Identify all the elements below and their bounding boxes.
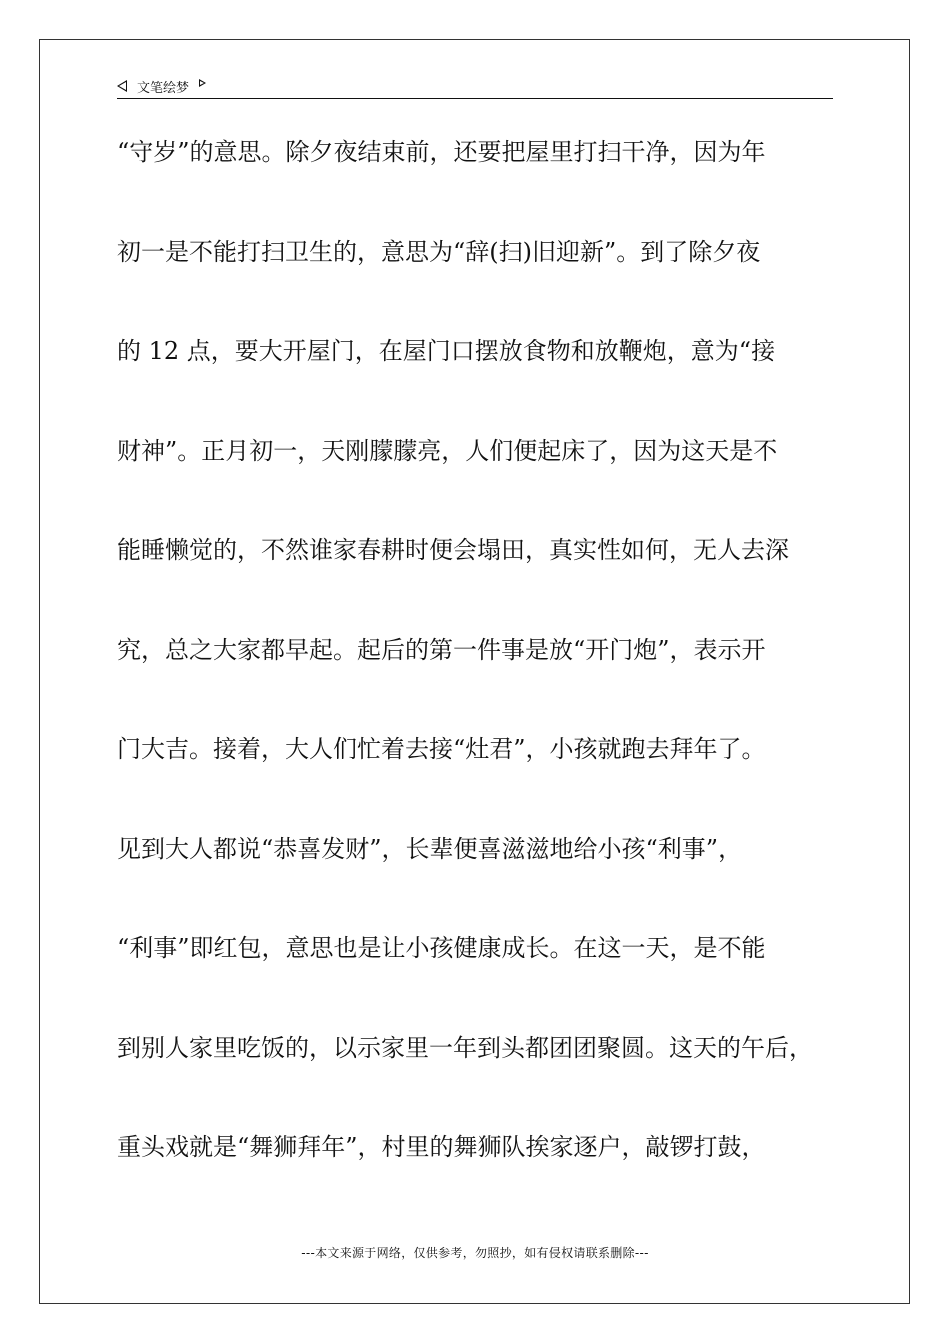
text-line: 初一是不能打扫卫生的，意思为“辞(扫)旧迎新”。到了除夕夜 [117, 237, 761, 266]
text-line: 见到大人都说“恭喜发财”，长辈便喜滋滋地给小孩“利事”， [117, 834, 743, 863]
triangle-right-icon [199, 79, 206, 87]
text-line: 到别人家里吃饭的，以示家里一年到头都团团聚圆。这天的午后， [117, 1033, 813, 1062]
text-line: “利事”即红包，意思也是让小孩健康成长。在这一天，是不能 [117, 934, 766, 962]
text-line: 能睡懒觉的，不然谁家春耕时便会塌田，真实性如何，无人去深 [117, 536, 789, 564]
page-footer: ---本文来源于网络，仅供参考，勿照抄，如有侵权请联系删除--- [301, 1246, 649, 1260]
text-line: 门大吉。接着，大人们忙着去接“灶君”，小孩就跑去拜年了。 [117, 735, 766, 763]
text-line: 财神”。正月初一，天刚朦朦亮，人们便起床了，因为这天是不 [117, 436, 778, 465]
triangle-left-icon [117, 80, 127, 92]
text-line: 究，总之大家都早起。起后的第一件事是放“开门炮”，表示开 [117, 635, 766, 664]
text-line: 重头戏就是“舞狮拜年”，村里的舞狮队挨家逐户，敲锣打鼓， [117, 1133, 766, 1161]
body-text [117, 122, 857, 1217]
text-line: “守岁”的意思。除夕夜结束前，还要把屋里打扫干净，因为年 [117, 138, 766, 166]
header-title: 文笔绘梦 [137, 80, 190, 96]
page-header [117, 74, 833, 99]
text-line: 的 12 点，要大开屋门，在屋门口摆放食物和放鞭炮，意为“接 [117, 337, 776, 365]
